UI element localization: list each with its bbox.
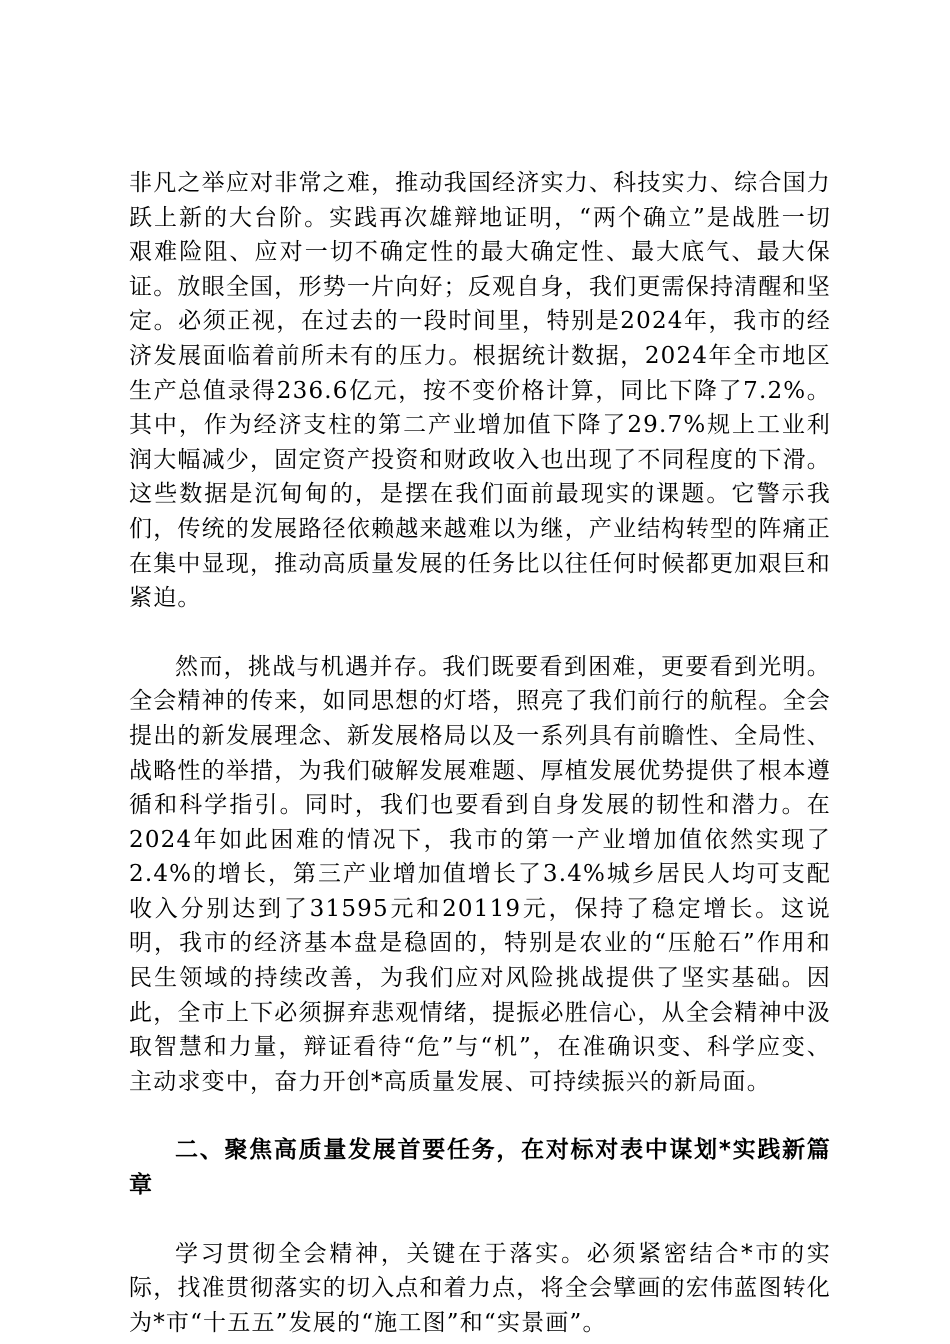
body-paragraph: 学习贯彻全会精神，关键在于落实。必须紧密结合*市的实际，找准贯彻落实的切入点和着力点，将全会擘画的宏伟蓝图转化为*市“十五五”发展的“施工图”和“实景画”。 [129, 1240, 831, 1336]
paragraph-spacer [129, 616, 831, 650]
document-body [129, 166, 831, 1340]
body-paragraph: 然而，挑战与机遇并存。我们既要看到困难，更要看到光明。全会精神的传来，如同思想的灯塔，照亮了我们前行的航程。全会提出的新发展理念、新发展格局以及一系列具有前瞻性、全局性、战略性的举措，为我们破解发展难题、厚植发展优势提供了根本遵循和科学指引。同时，我们也要看到自身发展的韧性和潜力。在2024年如此困难的情况下，我市的第一产业增加值依然实现了2.4%的增长，第三产业增加值增长了3.4%城乡居民人均可支配收入分别达到了31595元和20119元，保持了稳定增长。这说明，我市的经济基本盘是稳固的，特别是农业的“压舱石”作用和民生领域的持续改善，为我们应对风险挑战提供了坚实基础。因此，全市上下必须摒弃悲观情绪，提振必胜信心，从全会精神中汲取智慧和力量，辩证看待“危”与“机”，在准确识变、科学应变、主动求变中，奋力开创*高质量发展、可持续振兴的新局面。 [129, 653, 831, 1095]
body-paragraph: 非凡之举应对非常之难，推动我国经济实力、科技实力、综合国力跃上新的大台阶。实践再次雄辩地证明，“两个确立”是战胜一切艰难险阻、应对一切不确定性的最大确定性、最大底气、最大保证。放眼全国，形势一片向好；反观自身，我们更需保持清醒和坚定。必须正视，在过去的一段时间里，特别是2024年，我市的经济发展面临着前所未有的压力。根据统计数据，2024年全市地区生产总值录得236.6亿元，按不变价格计算，同比下降了7.2%。其中，作为经济支柱的第二产业增加值下降了29.7%规上工业利润大幅减少，固定资产投资和财政收入也出现了不同程度的下滑。这些数据是沉甸甸的，是摆在我们面前最现实的课题。它警示我们，传统的发展路径依赖越来越难以为继，产业结构转型的阵痛正在集中显现，推动高质量发展的任务比以往任何时候都更加艰巨和紧迫。 [129, 170, 831, 612]
paragraph-spacer [129, 1099, 831, 1133]
paragraph-spacer [129, 1203, 831, 1237]
section-heading: 二、聚焦高质量发展首要任务，在对标对表中谋划*实践新篇章 [129, 1137, 831, 1199]
